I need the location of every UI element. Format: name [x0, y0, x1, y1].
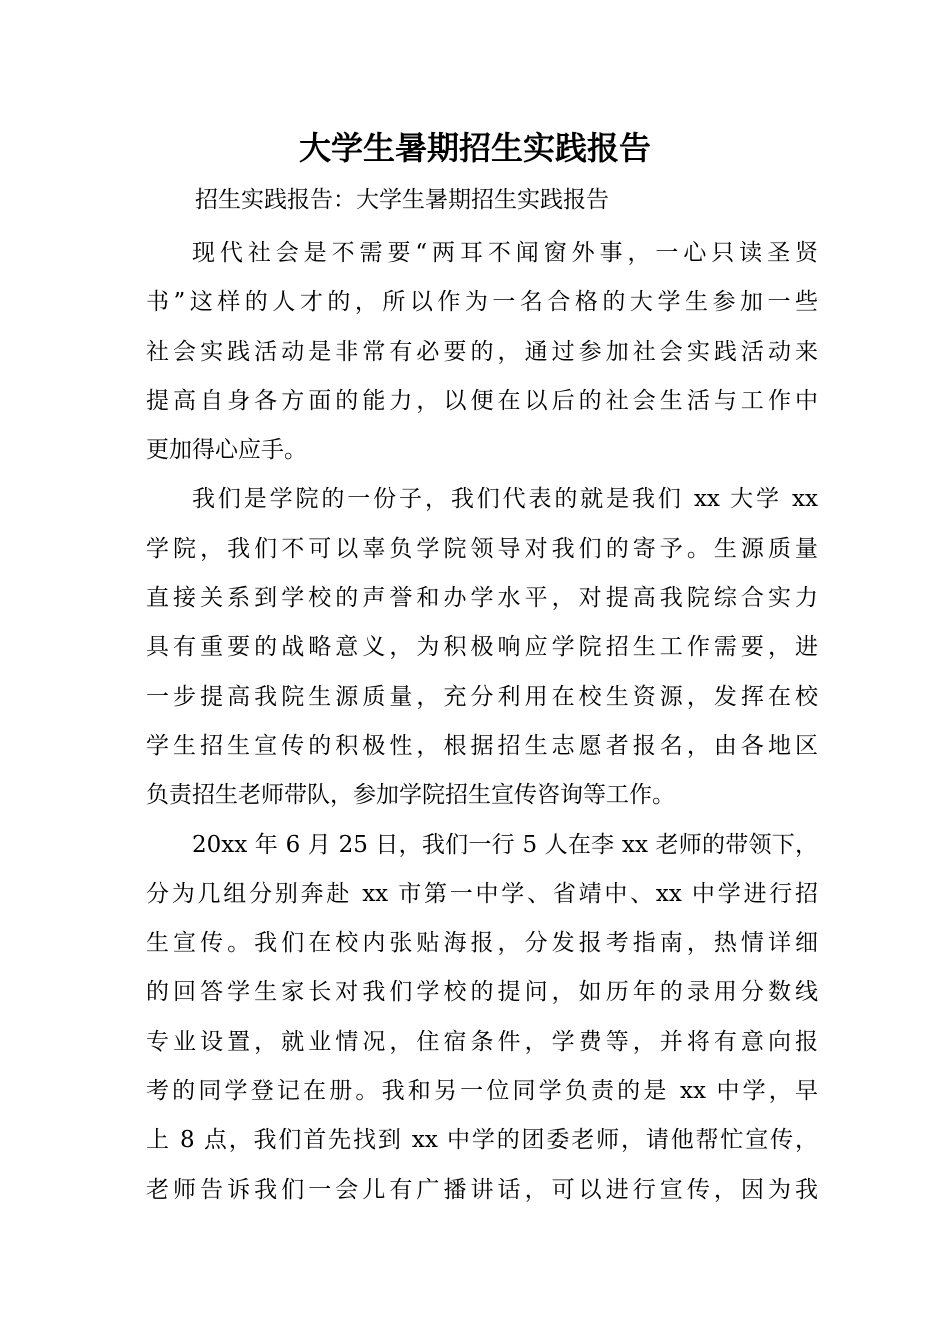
text-line: 一步提高我院生源质量，充分利用在校生资源，发挥在校	[146, 683, 818, 710]
text-line: 书”这样的人才的，所以作为一名合格的大学生参加一些	[146, 289, 818, 316]
document-subtitle: 招生实践报告：大学生暑期招生实践报告	[195, 187, 609, 213]
text-line: 更加得心应手。	[146, 437, 307, 464]
text-line: 上 8 点，我们首先找到 xx 中学的团委老师，请他帮忙宣传，	[146, 1127, 818, 1154]
text-line: 社会实践活动是非常有必要的，通过参加社会实践活动来	[146, 338, 818, 365]
text-line: 考的同学登记在册。我和另一位同学负责的是 xx 中学，早	[146, 1078, 818, 1105]
text-line: 具有重要的战略意义，为积极响应学院招生工作需要，进	[146, 634, 818, 661]
text-line: 生宣传。我们在校内张贴海报，分发报考指南，热情详细	[146, 930, 818, 957]
text-line: 负责招生老师带队，参加学院招生宣传咨询等工作。	[146, 782, 675, 809]
text-line: 分为几组分别奔赴 xx 市第一中学、省靖中、xx 中学进行招	[146, 880, 818, 907]
text-line: 提高自身各方面的能力，以便在以后的社会生活与工作中	[146, 387, 818, 414]
text-line: 我们是学院的一份子，我们代表的就是我们 xx 大学 xx	[192, 486, 818, 513]
document-body	[146, 229, 818, 1215]
text-line: 直接关系到学校的声誉和办学水平，对提高我院综合实力	[146, 585, 818, 612]
text-line: 的回答学生家长对我们学校的提问，如历年的录用分数线	[146, 979, 818, 1006]
text-line: 学生招生宣传的积极性，根据招生志愿者报名，由各地区	[146, 732, 818, 759]
text-line: 学院，我们不可以辜负学院领导对我们的寄予。生源质量	[146, 535, 818, 562]
document-title: 大学生暑期招生实践报告	[298, 129, 651, 167]
text-line: 专业设置，就业情况，住宿条件，学费等，并将有意向报	[146, 1028, 818, 1055]
text-line: 老师告诉我们一会儿有广播讲话，可以进行宣传，因为我	[146, 1176, 818, 1203]
text-line: 现代社会是不需要“两耳不闻窗外事，一心只读圣贤	[192, 240, 818, 266]
text-line: 20xx 年 6 月 25 日，我们一行 5 人在李 xx 老师的带领下，	[192, 831, 818, 858]
